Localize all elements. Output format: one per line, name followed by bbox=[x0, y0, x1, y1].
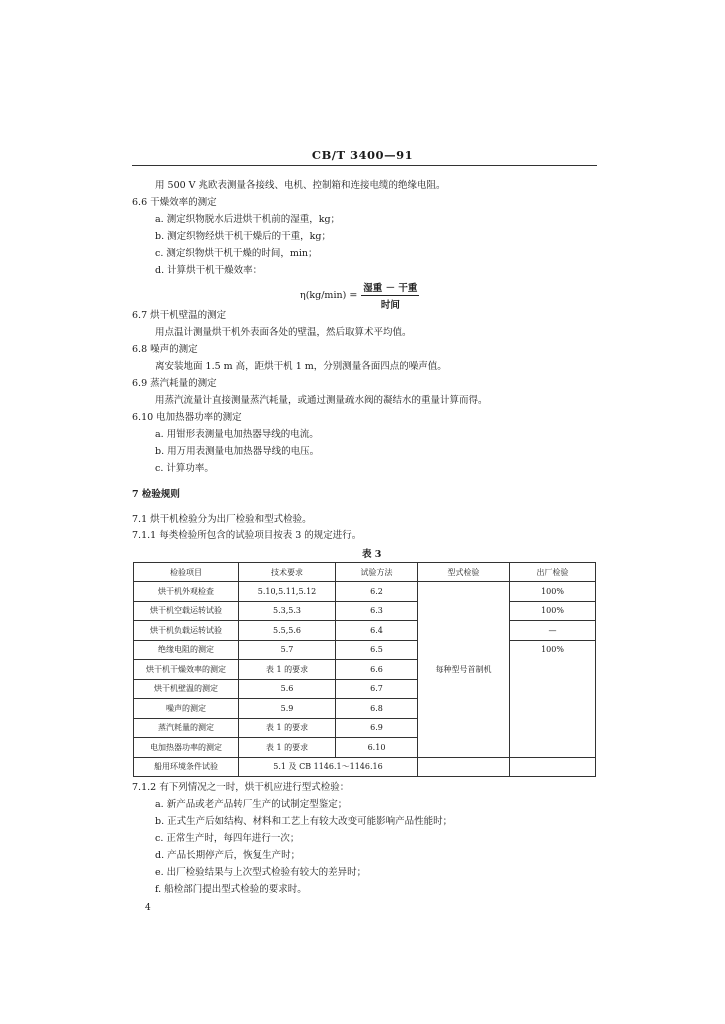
list-item: a. 用钳形表测量电加热器导线的电流。 bbox=[155, 429, 319, 440]
table-row bbox=[134, 582, 596, 602]
list-item: d. 计算烘干机干燥效率： bbox=[155, 265, 263, 276]
table-cell: 6.10 bbox=[336, 738, 418, 758]
clause: 7.1.1 每类检验所包含的试验项目按表 3 的规定进行。 bbox=[132, 530, 362, 541]
table-cell: 表 1 的要求 bbox=[239, 738, 336, 758]
table-row bbox=[134, 640, 596, 660]
efficiency-formula bbox=[300, 280, 419, 311]
section-heading: 6.9 蒸汽耗量的测定 bbox=[132, 378, 217, 389]
clause: 7.1.2 有下列情况之一时，烘干机应进行型式检验： bbox=[132, 782, 350, 793]
text-line: 用蒸汽流量计直接测量蒸汽耗量，或通过测量疏水阀的凝结水的重量计算而得。 bbox=[155, 395, 488, 406]
table-header-cell: 出厂检验 bbox=[510, 563, 596, 582]
section-heading: 6.8 噪声的测定 bbox=[132, 344, 198, 355]
formula-fraction bbox=[361, 280, 419, 311]
table-cell: 烘干机外观检查 bbox=[134, 582, 239, 602]
text-line: 用 500 V 兆欧表测量各接线、电机、控制箱和连接电缆的绝缘电阻。 bbox=[155, 180, 446, 191]
page-number: 4 bbox=[145, 903, 151, 913]
table-cell: 表 1 的要求 bbox=[239, 718, 336, 738]
document-header: CB/T 3400—91 bbox=[311, 148, 414, 162]
table-cell: 绝缘电阻的测定 bbox=[134, 640, 239, 660]
section-heading: 6.10 电加热器功率的测定 bbox=[132, 412, 242, 423]
table-cell: 噪声的测定 bbox=[134, 699, 239, 719]
list-item: b. 用万用表测量电加热器导线的电压。 bbox=[155, 446, 320, 457]
table-cell: 6.3 bbox=[336, 601, 418, 621]
table-cell: 5.10,5.11,5.12 bbox=[239, 582, 336, 602]
table-header-row bbox=[134, 563, 596, 582]
table-cell bbox=[510, 757, 596, 777]
table-cell: 烘干机干燥效率的测定 bbox=[134, 660, 239, 680]
list-item: f. 船检部门提出型式检验的要求时。 bbox=[155, 884, 307, 895]
inspection-table bbox=[133, 562, 596, 777]
table-title: 表 3 bbox=[362, 549, 382, 560]
table-cell: 蒸汽耗量的测定 bbox=[134, 718, 239, 738]
table-cell: 6.5 bbox=[336, 640, 418, 660]
text-line: 离安装地面 1.5 m 高，距烘干机 1 m，分别测量各面四点的噪声值。 bbox=[155, 361, 447, 372]
list-item: a. 测定织物脱水后进烘干机前的湿重，kg； bbox=[155, 214, 341, 225]
list-item: c. 计算功率。 bbox=[155, 463, 214, 474]
table-row bbox=[134, 601, 596, 621]
table-cell: 5.1 及 CB 1146.1～1146.16 bbox=[239, 757, 418, 777]
table-cell: 船用环境条件试验 bbox=[134, 757, 239, 777]
table-cell: 6.7 bbox=[336, 679, 418, 699]
table-cell: 100% bbox=[510, 601, 596, 621]
list-item: d. 产品长期停产后，恢复生产时； bbox=[155, 850, 301, 861]
type-test-cell: 每种型号首制机 bbox=[418, 582, 510, 758]
table-header-cell: 检验项目 bbox=[134, 563, 239, 582]
section-heading: 6.7 烘干机壁温的测定 bbox=[132, 310, 227, 321]
table-cell: 5.6 bbox=[239, 679, 336, 699]
text-line: 用点温计测量烘干机外表面各处的壁温，然后取算术平均值。 bbox=[155, 327, 412, 338]
table-cell: 5.5,5.6 bbox=[239, 621, 336, 641]
section-heading: 6.6 干燥效率的测定 bbox=[132, 197, 217, 208]
formula-denominator: 时间 bbox=[380, 300, 400, 311]
table-cell: 烘干机负载运转试验 bbox=[134, 621, 239, 641]
table-cell: 5.7 bbox=[239, 640, 336, 660]
table-cell: 表 1 的要求 bbox=[239, 660, 336, 680]
list-item: b. 正式生产后如结构、材料和工艺上有较大改变可能影响产品性能时； bbox=[155, 816, 453, 827]
header-rule bbox=[132, 165, 597, 166]
clause: 7.1 烘干机检验分为出厂检验和型式检验。 bbox=[132, 514, 312, 525]
table-cell: 烘干机空载运转试验 bbox=[134, 601, 239, 621]
formula-lhs: η(kg/min) = bbox=[300, 290, 358, 301]
table-header-cell: 技术要求 bbox=[239, 563, 336, 582]
table-cell: 6.8 bbox=[336, 699, 418, 719]
table-cell: 100% bbox=[510, 640, 596, 757]
table-cell: 6.4 bbox=[336, 621, 418, 641]
table-row bbox=[134, 757, 596, 777]
list-item: c. 正常生产时，每四年进行一次； bbox=[155, 833, 300, 844]
table-cell: 6.9 bbox=[336, 718, 418, 738]
list-item: e. 出厂检验结果与上次型式检验有较大的差异时； bbox=[155, 867, 367, 878]
table-header-cell: 型式检验 bbox=[418, 563, 510, 582]
table-cell: 100% bbox=[510, 582, 596, 602]
table-cell bbox=[418, 757, 510, 777]
table-cell: 5.9 bbox=[239, 699, 336, 719]
table-row bbox=[134, 621, 596, 641]
list-item: b. 测定织物经烘干机干燥后的干重，kg； bbox=[155, 231, 331, 242]
table-header-cell: 试验方法 bbox=[336, 563, 418, 582]
table-cell: 6.6 bbox=[336, 660, 418, 680]
formula-numerator: 湿重 － 干重 bbox=[361, 280, 419, 296]
table-cell: — bbox=[510, 621, 596, 641]
table-cell: 烘干机壁温的测定 bbox=[134, 679, 239, 699]
chapter-heading: 7 检验规则 bbox=[132, 489, 180, 500]
table-cell: 5.3,5.3 bbox=[239, 601, 336, 621]
table-cell: 6.2 bbox=[336, 582, 418, 602]
list-item: a. 新产品或老产品转厂生产的试制定型鉴定； bbox=[155, 799, 348, 810]
list-item: c. 测定织物烘干机干燥的时间，min； bbox=[155, 248, 318, 259]
table-cell: 电加热器功率的测定 bbox=[134, 738, 239, 758]
